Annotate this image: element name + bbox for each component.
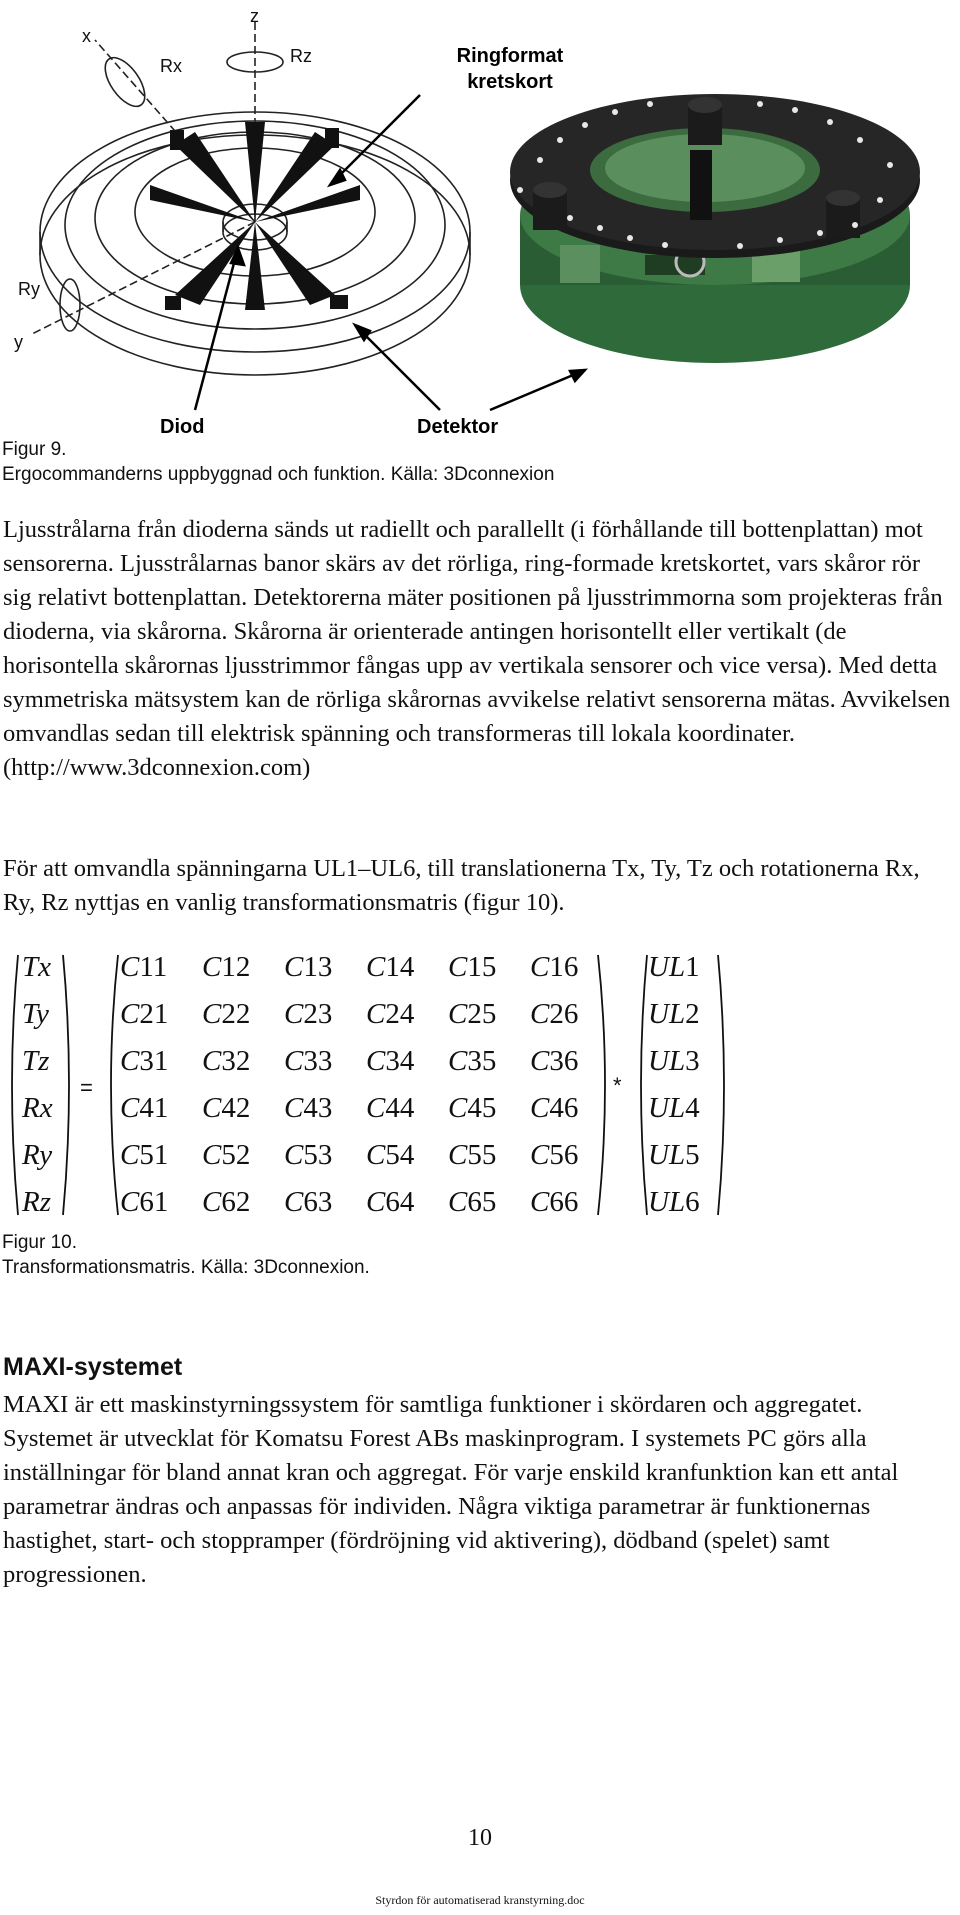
coefficient-index: 54 (385, 1139, 415, 1171)
matrix-coefficient (448, 998, 496, 1031)
coefficient-index: 26 (549, 998, 579, 1030)
coefficient-letter: C (284, 951, 304, 983)
figure-9-number: Figur 9. (2, 439, 67, 460)
sensor-diagram (30, 20, 470, 375)
coefficient-letter: C (202, 1045, 222, 1077)
paragraph-optics: Ljusstrålarna från dioderna sänds ut radiellt och parallellt (i förhållande till bottenplattan) mot sensorerna. Ljusstrålarnas banor skärs av det rörliga, ring-formade kretskortet, vars skåror rör sig relativt bottenplattan. Detektorerna mäter positionen på ljusstrimmorna som projekteras från dioderna, via skårorna. Skårorna är orienterade antingen horisontellt eller vertikalt (de horisontella skårornas ljusstrimmor fångas upp av vertikala sensorer och vice versa). Med detta symmetriska mätsystem kan de rörliga skårornas avvikelse relativt sensorerna mätas. Avvikelsen omvandlas sedan till elektrisk spänning och transformeras till lokala koordinater. (http://www.3dconnexion.com) (3, 516, 951, 781)
coefficient-letter: C (448, 1186, 468, 1218)
matrix-coefficient (202, 951, 250, 984)
coefficient-index: 66 (549, 1186, 579, 1218)
page-number: 10 (468, 1825, 492, 1851)
coefficient-letter: C (202, 1186, 222, 1218)
matrix-coefficient (284, 951, 332, 984)
matrix-coefficient (366, 1045, 414, 1078)
coefficient-letter: C (530, 951, 550, 983)
coefficient-letter: C (202, 1139, 222, 1171)
vector-left-entry: Rz (22, 1186, 51, 1218)
axis-label-y: y (14, 332, 23, 352)
axis-label-x: x (82, 26, 91, 46)
coefficient-letter: C (448, 1045, 468, 1077)
matrix-coefficient (366, 951, 414, 984)
equals-sign: = (80, 1075, 93, 1100)
matrix-coefficient (448, 1045, 496, 1078)
matrix-coefficient (530, 1186, 578, 1219)
coefficient-index: 21 (139, 998, 169, 1030)
figure-9-text: Ergocommanderns uppbyggnad och funktion. Källa: 3Dconnexion (2, 464, 555, 485)
matrix-coefficient (530, 1139, 578, 1172)
voltage-letters: UL (648, 998, 686, 1030)
matrix-coefficient (202, 1045, 250, 1078)
matrix-coefficient (120, 951, 167, 984)
coefficient-letter: C (366, 951, 386, 983)
voltage-index: 2 (685, 998, 700, 1030)
coefficient-index: 25 (467, 998, 497, 1030)
matrix-coefficient (202, 1139, 250, 1172)
matrix-coefficient (366, 1139, 414, 1172)
vector-left-entry: Rx (22, 1092, 53, 1124)
coefficient-index: 23 (303, 998, 333, 1030)
coefficient-letter: C (284, 1139, 304, 1171)
coefficient-letter: C (284, 1186, 304, 1218)
coefficient-letter: C (120, 951, 140, 983)
device-photo (510, 94, 920, 363)
figure-9-caption (2, 437, 554, 487)
coefficient-index: 32 (221, 1045, 251, 1077)
matrix-coefficient (120, 998, 168, 1031)
coefficient-letter: C (530, 1186, 550, 1218)
coefficient-letter: C (530, 1045, 550, 1077)
callout-detector: Detektor (417, 416, 499, 438)
coefficient-index: 12 (221, 951, 251, 983)
callout-diode: Diod (160, 416, 205, 438)
vector-left-entry: Ty (22, 998, 49, 1030)
coefficient-letter: C (530, 1092, 550, 1124)
voltage-index: 1 (685, 951, 700, 983)
coefficient-letter: C (202, 951, 222, 983)
vector-right-entry (648, 1186, 700, 1219)
coefficient-index: 52 (221, 1139, 251, 1171)
coefficient-letter: C (448, 998, 468, 1030)
matrix-coefficient (284, 1045, 332, 1078)
matrix-coefficient (202, 1186, 250, 1219)
matrix-coefficient (366, 1186, 414, 1219)
coefficient-letter: C (120, 1092, 140, 1124)
matrix-coefficient (284, 1186, 332, 1219)
coefficient-letter: C (120, 998, 140, 1030)
matrix-coefficient (366, 1092, 414, 1125)
matrix-coefficient (120, 1092, 168, 1125)
matrix-coefficient (120, 1139, 168, 1172)
matrix-coefficient (120, 1045, 168, 1078)
coefficient-letter: C (366, 1045, 386, 1077)
matrix-coefficient (284, 1139, 332, 1172)
coefficient-letter: C (284, 1045, 304, 1077)
vector-right-entry (648, 998, 700, 1031)
light-beams (150, 122, 360, 310)
axis-label-rx: Rx (160, 56, 182, 76)
voltage-index: 5 (685, 1139, 700, 1171)
coefficient-index: 22 (221, 998, 251, 1030)
voltage-letters: UL (648, 1186, 686, 1218)
coefficient-letter: C (366, 1139, 386, 1171)
matrix-coefficient (448, 1092, 496, 1125)
coefficient-index: 45 (467, 1092, 497, 1124)
section-body: MAXI är ett maskinstyrningssystem för samtliga funktioner i skördaren och aggregatet. Systemet är utvecklat för Komatsu Forest ABs maskinprogram. I systemets PC görs alla inställningar för bland annat kran och aggregat. För varje enskild kranfunktion kan ett antal parametrar ändras och anpassas för individen. Några viktiga parametrar är funktionernas hastighet, start- och stoppramper (fördröjning vid aktivering), dödband (spelet) samt progressionen. (3, 1391, 899, 1588)
coefficient-letter: C (202, 998, 222, 1030)
matrix-coefficient (448, 951, 496, 984)
coefficient-index: 44 (385, 1092, 415, 1124)
coefficient-letter: C (120, 1139, 140, 1171)
voltage-index: 4 (685, 1092, 700, 1124)
coefficient-index: 24 (385, 998, 415, 1030)
coefficient-index: 34 (385, 1045, 415, 1077)
coefficient-letter: C (366, 1092, 386, 1124)
voltage-letters: UL (648, 951, 686, 983)
matrix-coefficient (448, 1186, 496, 1219)
coefficient-index: 11 (139, 951, 168, 983)
coefficient-index: 55 (467, 1139, 497, 1171)
coefficient-letter: C (284, 998, 304, 1030)
coefficient-index: 33 (303, 1045, 333, 1077)
figure-10-number: Figur 10. (2, 1232, 77, 1253)
matrix-coefficient (202, 998, 250, 1031)
matrix-coefficient (284, 1092, 332, 1125)
callout-ring-pcb: Ringformat kretskort (456, 45, 564, 93)
coefficient-letter: C (366, 998, 386, 1030)
vector-right-entry (648, 1139, 700, 1172)
coefficient-letter: C (120, 1045, 140, 1077)
coefficient-letter: C (120, 1186, 140, 1218)
figure-10-caption (2, 1230, 370, 1280)
matrix-coefficient (530, 1045, 578, 1078)
vector-right-entry (648, 1045, 700, 1078)
vector-left-entry: Tz (22, 1045, 50, 1077)
transformation-matrix (0, 945, 960, 1235)
vector-left-entry: Tx (22, 951, 51, 983)
coefficient-letter: C (448, 951, 468, 983)
coefficient-index: 13 (303, 951, 333, 983)
document-footer: Styrdon för automatiserad kranstyrning.doc (375, 1893, 585, 1907)
coefficient-index: 15 (467, 951, 497, 983)
voltage-letters: UL (648, 1139, 686, 1171)
coefficient-letter: C (530, 998, 550, 1030)
coefficient-index: 65 (467, 1186, 497, 1218)
matrix-coefficient (202, 1092, 250, 1125)
vector-right-entry (648, 1092, 700, 1125)
vector-left-entry: Ry (22, 1139, 53, 1171)
coefficient-index: 41 (139, 1092, 169, 1124)
coefficient-letter: C (530, 1139, 550, 1171)
voltage-letters: UL (648, 1092, 686, 1124)
voltage-letters: UL (648, 1045, 686, 1077)
coefficient-index: 35 (467, 1045, 497, 1077)
matrix-coefficient (530, 951, 578, 984)
section-heading: MAXI-systemet (3, 1353, 183, 1381)
vector-right-entry (648, 951, 700, 984)
coefficient-index: 62 (221, 1186, 251, 1218)
matrix-coefficient (530, 1092, 578, 1125)
coefficient-index: 14 (385, 951, 415, 983)
voltage-index: 6 (685, 1186, 700, 1218)
coefficient-index: 51 (139, 1139, 169, 1171)
matrix-coefficient (284, 998, 332, 1031)
matrix-coefficient (120, 1186, 168, 1219)
coefficient-letter: C (448, 1092, 468, 1124)
coefficient-index: 43 (303, 1092, 333, 1124)
coefficient-index: 46 (549, 1092, 579, 1124)
coefficient-index: 31 (139, 1045, 169, 1077)
coefficient-index: 56 (549, 1139, 579, 1171)
coefficient-index: 42 (221, 1092, 251, 1124)
coefficient-index: 63 (303, 1186, 333, 1218)
axis-label-ry: Ry (18, 279, 40, 299)
voltage-index: 3 (685, 1045, 700, 1077)
matrix-coefficient (530, 998, 578, 1031)
coefficient-index: 36 (549, 1045, 579, 1077)
coefficient-index: 53 (303, 1139, 333, 1171)
coefficient-letter: C (284, 1092, 304, 1124)
coefficient-letter: C (366, 1186, 386, 1218)
coefficient-index: 64 (385, 1186, 415, 1218)
coefficient-index: 16 (549, 951, 579, 983)
coefficient-letter: C (448, 1139, 468, 1171)
axis-label-z: z (250, 6, 259, 26)
multiply-sign: * (613, 1073, 622, 1098)
axis-label-rz: Rz (290, 46, 312, 66)
matrix-coefficient (448, 1139, 496, 1172)
paragraph-transform: För att omvandla spänningarna UL1–UL6, till translationerna Tx, Ty, Tz och rotationerna Rx, Ry, Rz nyttjas en vanlig transformationsmatris (figur 10). (3, 855, 920, 916)
coefficient-letter: C (202, 1092, 222, 1124)
figure-10-text: Transformationsmatris. Källa: 3Dconnexion. (2, 1257, 370, 1278)
coefficient-index: 61 (139, 1186, 169, 1218)
matrix-coefficient (366, 998, 414, 1031)
